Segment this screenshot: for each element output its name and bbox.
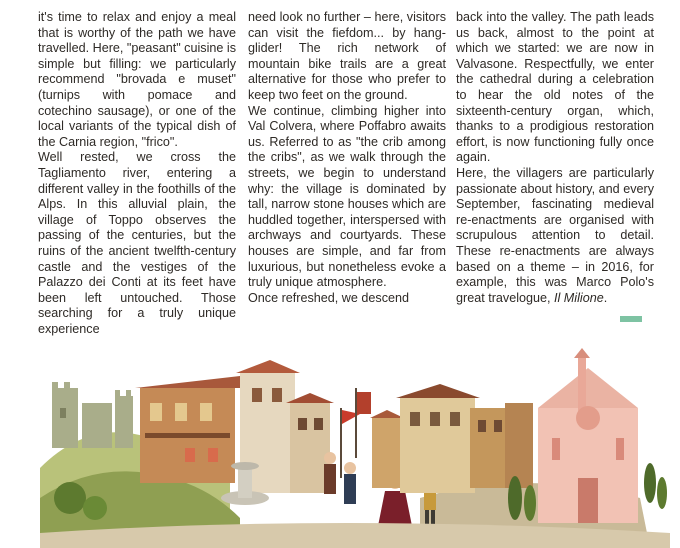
text-column-1 (38, 10, 236, 337)
paragraph (456, 166, 654, 306)
paragraph: We continue, climbing higher into Val Colvera, where Poffabro awaits us. Referred to as "the crib among the cribs", as we walk through the streets, we begin to understand why: the village is dominated by tall, narrow stone houses which are huddled together, interspersed with archways and courtyards. These houses are simple, and far from luxurious, but nonetheless evoke a truly unique atmosphere. (248, 103, 446, 290)
paragraph: back into the valley. The path leads us back, almost to the point at which we started: we are now in Valvasone. Respectfully, we enter the cathedral during a celebration to hear the old notes of the sixteenth-century organ, which, thanks to a prodigious restoration effort, is now functioning fully once again. (456, 10, 654, 165)
village-illustration (0, 348, 680, 548)
paragraph: need look no further – here, visitors can visit the fiefdom... by hang-glider! The rich network of mountain bike trails are a great alternative for those who prefer to keep two feet on the ground. (248, 10, 446, 102)
paragraph-end: . (603, 290, 608, 305)
article-body (38, 10, 654, 336)
paragraph-text: Here, the villagers are particularly passionate about history, and every September, fascinating medieval re-enactments are organised with scrupulous attention to detail. These re-enactments are always based on a theme – in 2016, for example, this was Marco Polo's great travelogue, (456, 165, 654, 305)
paragraph: Once refreshed, we descend (248, 290, 410, 305)
paragraph: Well rested, we cross the Tagliamento river, entering a different valley in the foothills of the Alps. In this alluvial plain, the village of Toppo observes the passing of the centuries, but the ruins of the ancient twelfth-century castle and the vestiges of the Palazzo dei Conti at its feet have been left untouched. Those searching for a truly unique experience (38, 150, 236, 336)
paragraph: it's time to relax and enjoy a meal that is worthy of the path we have travelled. Here, "peasant" cuisine is simple but filling: we particularly recommend "brovada e muset" (turnips with pomace and cotechino sausage), or one of the local variants of the typical dish of the Carnia region, "frico". (38, 10, 236, 149)
book-title: Il Milione (554, 290, 604, 305)
article-end-marker (620, 316, 642, 322)
text-column-2 (248, 10, 446, 306)
text-column-3 (456, 10, 654, 306)
